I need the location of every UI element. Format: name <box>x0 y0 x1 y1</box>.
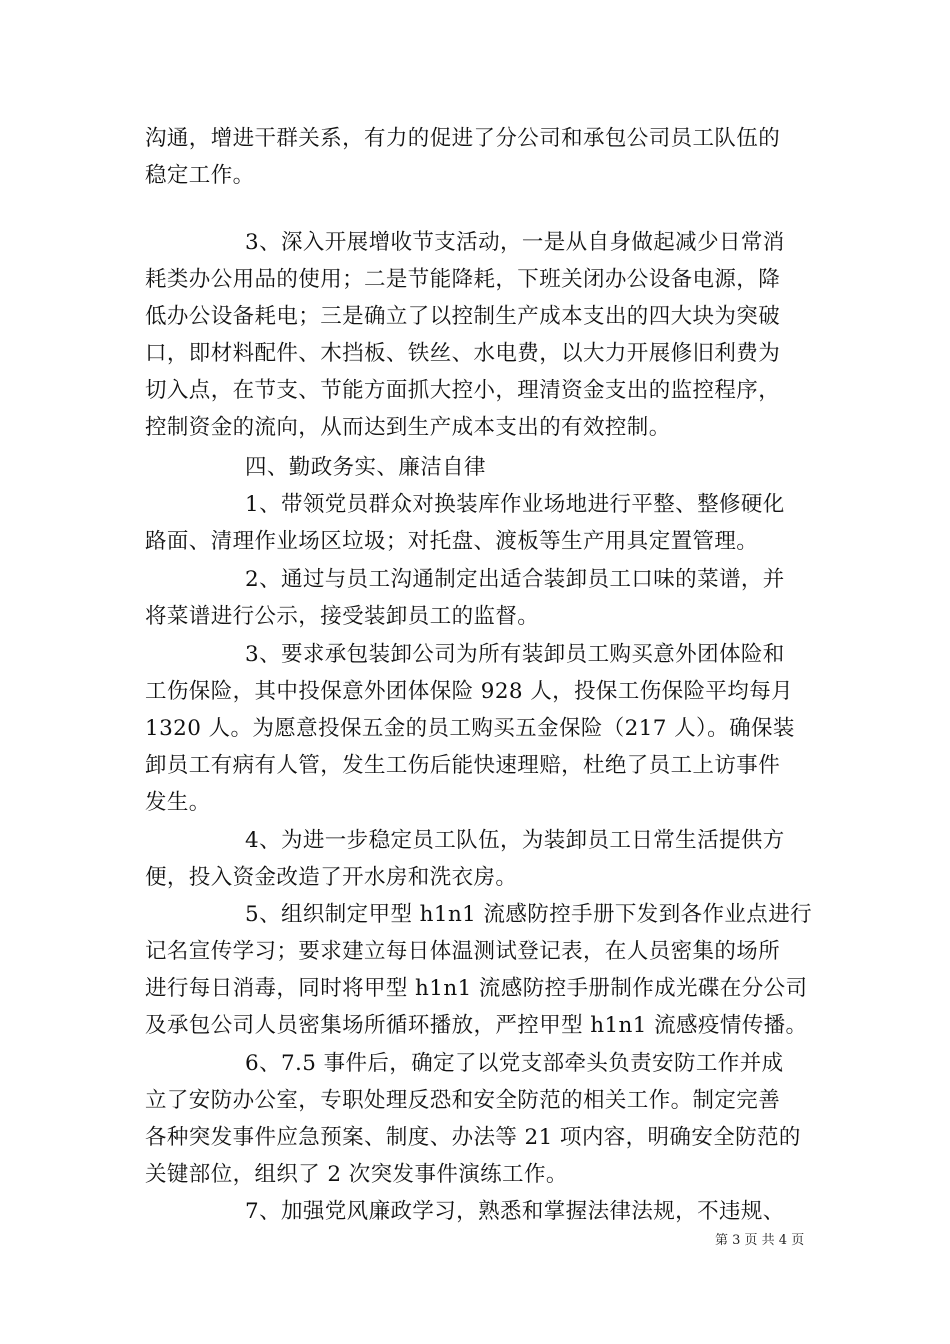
paragraph-line: 1320 人。为愿意投保五金的员工购买五金保险（217 人）。确保装 <box>145 716 795 741</box>
paragraph-line: 低办公设备耗电；三是确立了以控制生产成本支出的四大块为突破 <box>145 304 781 329</box>
paragraph-line: 稳定工作。 <box>145 163 255 188</box>
paragraph-line: 耗类办公用品的使用；二是节能降耗，下班关闭办公设备电源，降 <box>145 267 781 292</box>
paragraph-line: 工伤保险，其中投保意外团体保险 928 人，投保工伤保险平均每月 <box>145 679 794 704</box>
paragraph-line: 沟通，增进干群关系，有力的促进了分公司和承包公司员工队伍的 <box>145 126 781 151</box>
paragraph-line: 便，投入资金改造了开水房和洗衣房。 <box>145 865 518 890</box>
paragraph-line: 卸员工有病有人管，发生工伤后能快速理赔，杜绝了员工上访事件 <box>145 753 781 778</box>
paragraph-line: 2、通过与员工沟通制定出适合装卸员工口味的菜谱，并 <box>245 567 785 592</box>
paragraph-line: 关键部位，组织了 2 次突发事件演练工作。 <box>145 1162 568 1187</box>
paragraph-line: 将菜谱进行公示，接受装卸员工的监督。 <box>145 604 540 629</box>
paragraph-line: 口，即材料配件、木挡板、铁丝、水电费，以大力开展修旧利费为 <box>145 341 781 366</box>
paragraph-line: 5、组织制定甲型 h1n1 流感防控手册下发到各作业点进行 <box>245 902 813 927</box>
paragraph-line: 6、7.5 事件后，确定了以党支部牵头负责安防工作并成 <box>245 1051 784 1076</box>
paragraph-line: 记名宣传学习；要求建立每日体温测试登记表，在人员密集的场所 <box>145 939 781 964</box>
paragraph-line: 发生。 <box>145 790 211 815</box>
paragraph-line: 及承包公司人员密集场所循环播放，严控甲型 h1n1 流感疫情传播。 <box>145 1013 808 1038</box>
paragraph-line: 控制资金的流向，从而达到生产成本支出的有效控制。 <box>145 415 671 440</box>
paragraph-line: 各种突发事件应急预案、制度、办法等 21 项内容，明确安全防范的 <box>145 1125 801 1150</box>
paragraph-line: 4、为进一步稳定员工队伍，为装卸员工日常生活提供方 <box>245 828 785 853</box>
paragraph-line: 1、带领党员群众对换装库作业场地进行平整、整修硬化 <box>245 492 785 517</box>
paragraph-line: 7、加强党风廉政学习，熟悉和掌握法律法规，不违规、 <box>245 1199 785 1224</box>
paragraph-line: 切入点，在节支、节能方面抓大控小，理清资金支出的监控程序， <box>145 378 781 403</box>
paragraph-line: 进行每日消毒，同时将甲型 h1n1 流感防控手册制作成光碟在分公司 <box>145 976 808 1001</box>
paragraph-line: 路面、清理作业场区垃圾；对托盘、渡板等生产用具定置管理。 <box>145 529 759 554</box>
paragraph-line: 3、深入开展增收节支活动，一是从自身做起减少日常消 <box>245 230 785 255</box>
paragraph-line: 立了安防办公室，专职处理反恐和安全防范的相关工作。制定完善 <box>145 1088 781 1113</box>
paragraph-line: 3、要求承包装卸公司为所有装卸员工购买意外团体险和 <box>245 642 785 667</box>
page-footer: 第 3 页 共 4 页 <box>715 1233 805 1248</box>
section-heading: 四、勤政务实、廉洁自律 <box>245 455 486 480</box>
